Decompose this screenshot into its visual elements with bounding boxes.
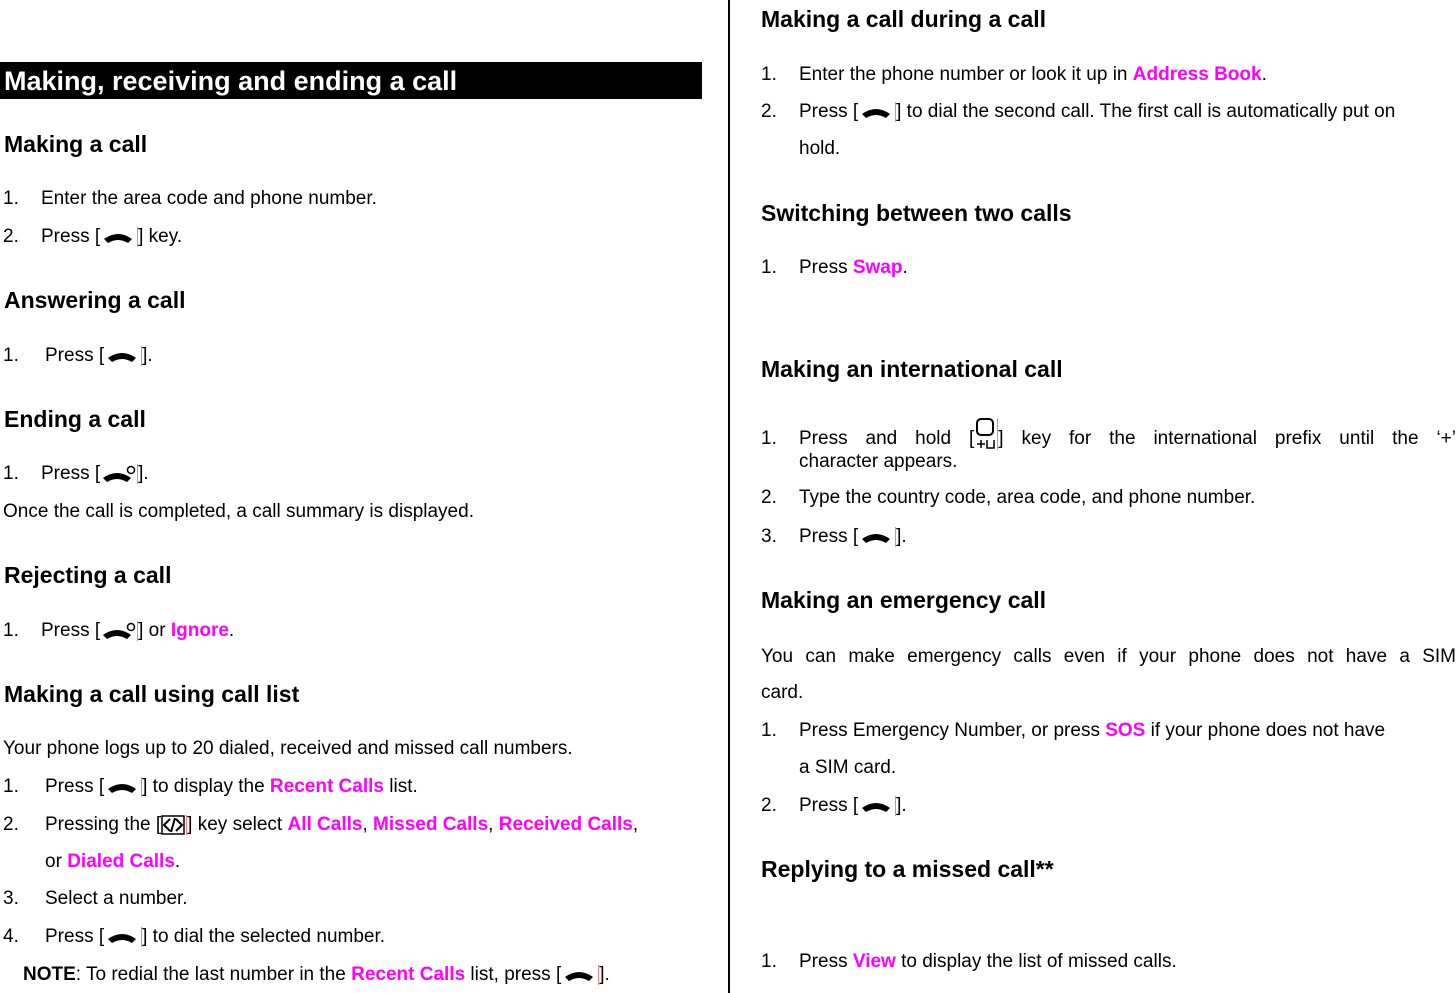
- heading-rejecting-a-call: Rejecting a call: [4, 562, 172, 588]
- call-list-step-1: 1. Press [ ] to display the Recent Calls list.: [3, 776, 418, 797]
- ending-step-1: 1. Press [ ].: [3, 463, 149, 484]
- international-step-3: 3. Press [ ].: [761, 526, 907, 547]
- rejecting-step-1: 1. Press [ ] or Ignore.: [3, 620, 235, 641]
- send-key-icon: [561, 965, 599, 985]
- heading-emergency-call: Making an emergency call: [761, 587, 1047, 613]
- right-column: [731, 0, 1456, 993]
- section-banner: Making, receiving and ending a call: [0, 62, 702, 99]
- received-calls-label: Received Calls: [498, 814, 633, 835]
- send-key-icon: [104, 346, 142, 366]
- send-key-icon: [858, 796, 896, 816]
- emergency-step-1: 1. Press Emergency Number, or press SOS if your phone does not have: [761, 720, 1386, 741]
- all-calls-label: All Calls: [287, 814, 363, 835]
- international-step-2: 2. Type the country code, area code, and phone number.: [761, 487, 1256, 508]
- heading-making-a-call: Making a call: [4, 131, 148, 157]
- heading-call-list: Making a call using call list: [4, 681, 300, 707]
- recent-calls-label: Recent Calls: [351, 964, 466, 985]
- send-key-icon: [104, 927, 142, 947]
- international-step-1-cont: character appears.: [799, 451, 958, 472]
- send-key-icon: [858, 527, 896, 547]
- swap-softkey-label: Swap: [852, 257, 903, 278]
- send-key-icon: [100, 227, 138, 247]
- emergency-step-1-cont: a SIM card.: [799, 757, 897, 778]
- column-divider: [728, 0, 730, 993]
- call-list-note: NOTE: To redial the last number in the Recent Calls list, press [ ].: [23, 964, 610, 985]
- call-list-step-3: 3. Select a number.: [3, 888, 188, 909]
- answering-step-1: 1. Press [ ].: [3, 345, 153, 366]
- switching-step-1: 1. Press Swap.: [761, 257, 908, 278]
- view-softkey-label: View: [852, 951, 896, 972]
- ignore-softkey-label: Ignore: [170, 620, 229, 641]
- end-key-icon: [100, 621, 138, 641]
- nav-key-icon: [161, 815, 187, 835]
- emergency-intro-cont: card.: [761, 682, 804, 703]
- zero-plus-key-icon: [974, 418, 998, 450]
- missed-calls-label: Missed Calls: [373, 814, 489, 835]
- during-step-2-cont: hold.: [799, 138, 841, 159]
- heading-call-during-call: Making a call during a call: [761, 6, 1047, 32]
- address-book-label: Address Book: [1132, 64, 1262, 85]
- send-key-icon: [858, 102, 896, 122]
- call-list-step-4: 4. Press [ ] to dial the selected number.: [3, 926, 386, 947]
- during-step-1: 1. Enter the phone number or look it up in Address Book.: [761, 64, 1267, 85]
- during-step-2: 2. Press [ ] to dial the second call. The first call is automatically put on: [761, 101, 1396, 122]
- call-list-step-2: 2. Pressing the [ ] key select All Calls, Missed Calls, Received Calls,: [3, 814, 639, 835]
- dialed-calls-label: Dialed Calls: [67, 851, 175, 872]
- making-step-1: 1. Enter the area code and phone number.: [3, 188, 377, 209]
- heading-missed-call: Replying to a missed call**: [761, 856, 1054, 882]
- international-step-1: 1. Press and hold [ ] key for the international prefix until the ‘+’: [761, 418, 1456, 451]
- making-step-2: 2. Press [ ] key.: [3, 226, 183, 247]
- send-key-icon: [104, 777, 142, 797]
- heading-answering-a-call: Answering a call: [4, 287, 186, 313]
- end-key-icon: [100, 464, 138, 484]
- recent-calls-label: Recent Calls: [269, 776, 384, 797]
- heading-international-call: Making an international call: [761, 356, 1063, 382]
- call-list-intro: Your phone logs up to 20 dialed, received and missed call numbers.: [3, 738, 573, 759]
- emergency-intro: You can make emergency calls even if your phone does not have a SIM: [761, 646, 1456, 667]
- heading-ending-a-call: Ending a call: [4, 406, 146, 432]
- ending-note: Once the call is completed, a call summary is displayed.: [3, 501, 474, 522]
- emergency-step-2: 2. Press [ ].: [761, 795, 907, 816]
- call-list-step-2-cont: or Dialed Calls.: [45, 851, 181, 872]
- missed-step-1: 1. Press View to display the list of missed calls.: [761, 951, 1177, 972]
- heading-switching-calls: Switching between two calls: [761, 200, 1072, 226]
- sos-softkey-label: SOS: [1105, 720, 1146, 741]
